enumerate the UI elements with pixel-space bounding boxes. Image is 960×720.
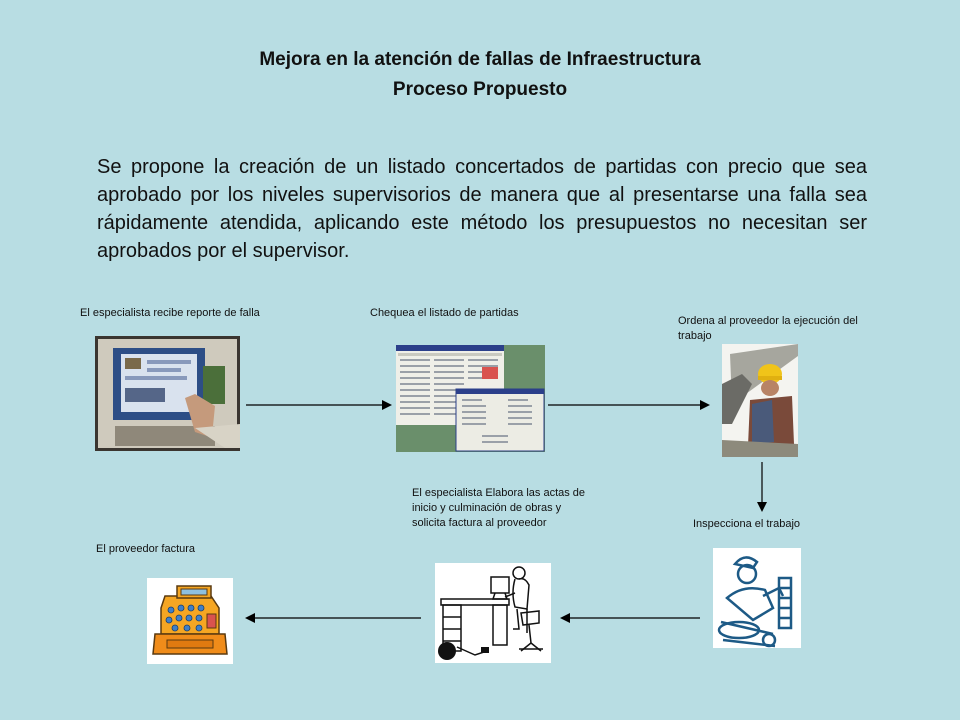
step-4-label: Inspecciona el trabajo — [693, 518, 801, 530]
slide-title: Mejora en la atención de fallas de Infraestructura — [259, 49, 701, 70]
cash-register-clipart-icon — [147, 578, 233, 664]
step-2-label: Chequea el listado de partidas — [370, 307, 519, 319]
step-6-label: El proveedor factura — [96, 543, 196, 555]
desk-worker-clipart-icon — [435, 563, 551, 663]
software-window-icon — [396, 345, 545, 452]
step-5-label: El especialista Elabora las actas de inicio y culminación de obras y solicita factura al proveedor — [412, 487, 586, 529]
arrow-step2-to-step3 — [548, 398, 710, 412]
touchscreen-kiosk-icon — [95, 336, 240, 451]
step-1-label: El especialista recibe reporte de falla — [80, 307, 260, 319]
arrow-step1-to-step2 — [246, 398, 392, 412]
slide-subtitle: Proceso Propuesto — [392, 79, 568, 100]
arrow-step4-to-step5 — [560, 611, 700, 625]
step-3-label: Ordena al proveedor la ejecución del trabajo — [678, 315, 858, 342]
inspector-clipart-icon — [713, 548, 801, 648]
intro-paragraph: Se propone la creación de un listado concertados de partidas con precio que sea aprobado por los niveles supervisorios de manera que al presentarse una falla sea rápidamente atendida, aplicando este método los presupuestos no necesitan ser aprobados por el supervisor. — [97, 156, 867, 262]
construction-worker-icon — [722, 344, 798, 457]
arrow-step3-to-step4 — [755, 462, 769, 512]
arrow-step5-to-step6 — [245, 611, 421, 625]
